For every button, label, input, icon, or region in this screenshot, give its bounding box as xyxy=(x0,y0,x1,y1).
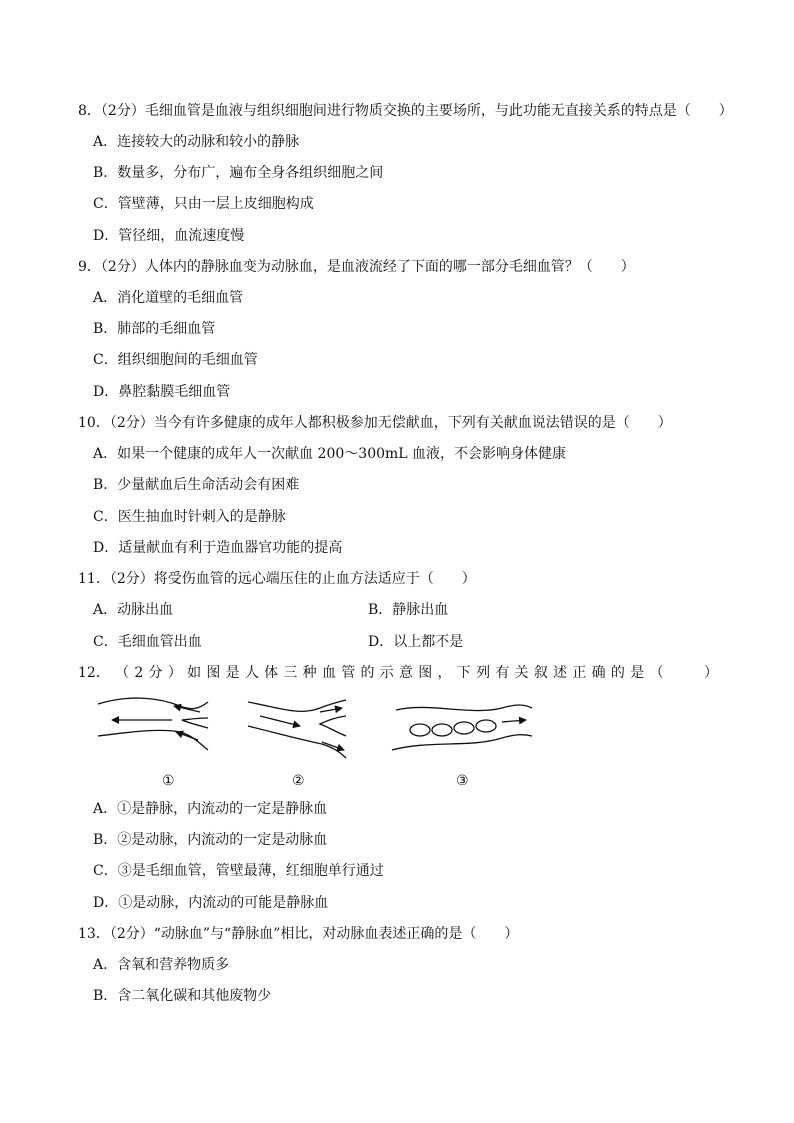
vessel-2-lower-wall xyxy=(248,726,346,758)
question-10-option-a: A．如果一个健康的成年人一次献血 200～300mL 血液，不会影响身体健康 xyxy=(93,446,567,462)
question-9-stem: 9．（2分）人体内的静脉血变为动脉血，是血液流经了下面的哪一部分毛细血管？（ ） xyxy=(78,259,635,275)
q12-char: 管 xyxy=(341,665,356,681)
vessel-3-arrow xyxy=(502,720,526,722)
question-13-option-b: B．含二氧化碳和其他废物少 xyxy=(93,988,272,1004)
figure-label-2: ② xyxy=(292,773,305,789)
question-12-stem xyxy=(78,663,718,683)
q12-char: （ xyxy=(115,665,130,681)
q12-char: 图 xyxy=(418,665,433,681)
vessel-1-arrow xyxy=(174,706,200,712)
red-blood-cell xyxy=(432,724,452,736)
q12-char: 述 xyxy=(553,665,568,681)
question-11-option-d: D．以上都不是 xyxy=(368,634,464,650)
vessel-2-arrow xyxy=(260,716,300,726)
question-10-option-c: C．医生抽血时针刺入的是静脉 xyxy=(93,509,286,525)
q12-char: 分 xyxy=(148,665,163,681)
question-12-option-c: C．③是毛细血管，管壁最薄，红细胞单行通过 xyxy=(93,863,384,879)
figure-label-3: ③ xyxy=(456,773,469,789)
question-8-option-c: C．管壁薄，只由一层上皮细胞构成 xyxy=(93,196,314,212)
vessel-1-arrow xyxy=(176,732,198,740)
q12-char: 三 xyxy=(283,665,298,681)
q12-blank xyxy=(669,663,699,683)
vessel-3-lower-wall xyxy=(392,735,532,750)
q12-char: 2 xyxy=(134,665,144,681)
question-12-option-b: B．②是动脉，内流动的一定是动脉血 xyxy=(93,832,328,848)
q12-char: 确 xyxy=(591,665,606,681)
question-9-option-a: A．消化道壁的毛细血管 xyxy=(93,290,244,306)
blood-vessel-figure xyxy=(90,688,550,798)
question-8-stem: 8．（2分）毛细血管是血液与组织细胞间进行物质交换的主要场所，与此功能无直接关系的特点是（ ） xyxy=(78,103,733,119)
question-9-option-c: C．组织细胞间的毛细血管 xyxy=(93,352,258,368)
question-11-option-c: C．毛细血管出血 xyxy=(93,634,202,650)
question-11-option-a: A．动脉出血 xyxy=(93,602,174,618)
q12-char: ） xyxy=(703,665,718,681)
question-12-option-d: D．①是动脉，内流动的可能是静脉血 xyxy=(93,895,329,911)
question-8-option-d: D．管径细，血流速度慢 xyxy=(93,228,245,244)
q12-char: 有 xyxy=(495,665,510,681)
vessel-1-branch-wall xyxy=(182,718,208,728)
q12-char: ， xyxy=(437,665,452,681)
q12-char: 血 xyxy=(321,665,336,681)
question-11-stem: 11．（2分）将受伤血管的远心端压住的止血方法适应于（ ） xyxy=(78,571,476,587)
q12-char: 的 xyxy=(610,665,625,681)
question-9-option-b: B．肺部的毛细血管 xyxy=(93,321,216,337)
question-12-option-a: A．①是静脉，内流动的一定是静脉血 xyxy=(93,801,328,817)
q12-char: ） xyxy=(167,665,182,681)
vessel-2-artery xyxy=(248,700,346,758)
q12-char: 种 xyxy=(302,665,317,681)
q12-char: 意 xyxy=(399,665,413,681)
question-11-option-b: B．静脉出血 xyxy=(368,602,449,618)
question-10-option-d: D．适量献血有利于造血器官功能的提高 xyxy=(93,540,343,556)
question-8-option-a: A．连接较大的动脉和较小的静脉 xyxy=(93,134,300,150)
q12-char: 如 xyxy=(187,665,202,681)
question-13-stem: 13．（2分）“动脉血”与“静脉血”相比，对动脉血表述正确的是（ ） xyxy=(78,926,519,942)
q12-char: 是 xyxy=(630,665,645,681)
red-blood-cell xyxy=(454,722,474,734)
q12-char: 是 xyxy=(225,665,240,681)
red-blood-cell xyxy=(410,724,430,736)
question-10-stem: 10．（2分）当今有许多健康的成年人都积极参加无偿献血，下列有关献血说法错误的是（ ） xyxy=(78,415,672,431)
red-blood-cell xyxy=(476,720,496,732)
q12-char: 叙 xyxy=(533,665,548,681)
vessel-3-upper-wall xyxy=(396,705,532,711)
q12-char: 体 xyxy=(264,665,279,681)
question-10-option-b: B．少量献血后生命活动会有困难 xyxy=(93,477,300,493)
vessel-3-capillary xyxy=(392,705,532,750)
figure-label-1: ① xyxy=(162,773,175,789)
q12-char: 列 xyxy=(476,665,491,681)
vessel-2-arrow xyxy=(320,708,342,712)
q12-char: 示 xyxy=(379,665,394,681)
question-9-option-d: D．鼻腔黏膜毛细血管 xyxy=(93,384,231,400)
question-8-option-b: B．数量多，分布广，遍布全身各组织细胞之间 xyxy=(93,165,384,181)
q12-char: 的 xyxy=(360,665,375,681)
q12-char: 下 xyxy=(456,665,471,681)
q12-char: 12． xyxy=(78,665,110,681)
vessel-1-lower-wall xyxy=(98,730,208,750)
q12-char: （ xyxy=(649,665,664,681)
q12-char: 人 xyxy=(244,665,259,681)
question-13-option-a: A．含氧和营养物质多 xyxy=(93,957,230,973)
q12-char: 图 xyxy=(206,665,221,681)
vessel-1-upper-wall xyxy=(98,698,208,709)
q12-char: 正 xyxy=(572,665,587,681)
vessel-2-branch-wall xyxy=(320,716,346,736)
q12-char: 关 xyxy=(514,665,529,681)
vessel-1-vein xyxy=(98,698,208,750)
